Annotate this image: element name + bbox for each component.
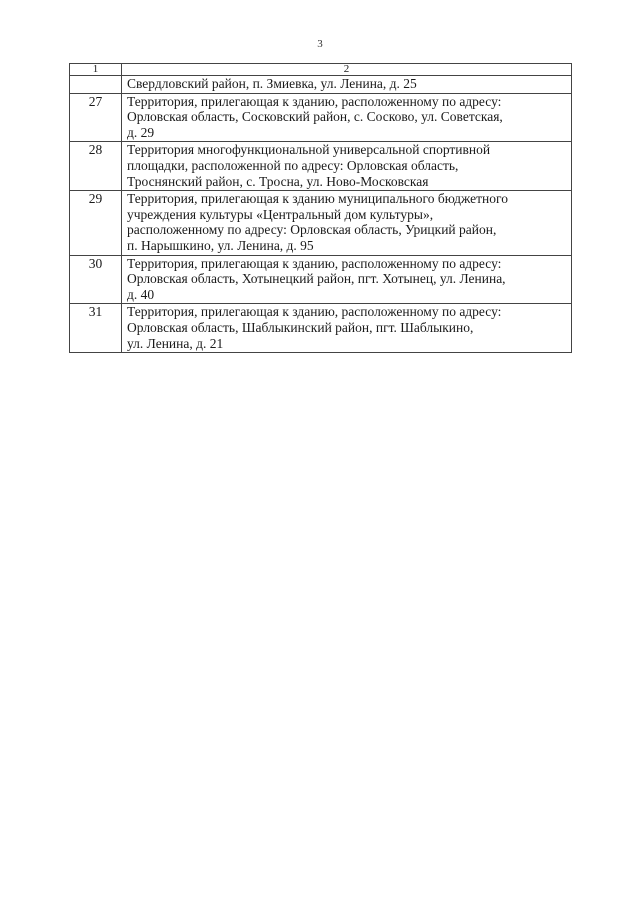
row-address bbox=[122, 93, 572, 142]
table-row bbox=[70, 191, 572, 255]
table-header-row bbox=[70, 64, 572, 76]
address-line: Территория, прилегающая к зданию, расположенному по адресу: bbox=[127, 304, 502, 320]
address-line: д. 29 bbox=[127, 124, 155, 140]
address-line: Орловская область, Сосковский район, с. Сосково, ул. Советская, bbox=[127, 109, 503, 125]
column-address-header: 2 bbox=[122, 64, 572, 76]
row-number: 28 bbox=[70, 142, 122, 191]
territory-table bbox=[69, 63, 572, 353]
address-line: ул. Ленина, д. 21 bbox=[127, 335, 224, 351]
address-line: Территория, прилегающая к зданию, расположенному по адресу: bbox=[127, 93, 502, 109]
table-row bbox=[70, 304, 572, 353]
row-number: 27 bbox=[70, 93, 122, 142]
address-line: расположенному по адресу: Орловская область, Урицкий район, bbox=[127, 222, 497, 238]
address-line: Территория, прилегающая к зданию муниципального бюджетного bbox=[127, 191, 508, 207]
page-number: 3 bbox=[317, 38, 323, 50]
address-line: Троснянский район, с. Тросна, ул. Ново-Московская bbox=[127, 173, 429, 189]
table-row bbox=[70, 76, 572, 94]
row-address bbox=[122, 191, 572, 255]
address-line: учреждения культуры «Центральный дом культуры», bbox=[127, 206, 434, 222]
address-line: Свердловский район, п. Змиевка, ул. Ленина, д. 25 bbox=[127, 76, 417, 91]
address-line: Орловская область, Хотынецкий район, пгт. Хотынец, ул. Ленина, bbox=[127, 271, 506, 287]
table-row bbox=[70, 93, 572, 142]
row-number: 30 bbox=[70, 255, 122, 304]
row-address bbox=[122, 142, 572, 191]
column-number-header: 1 bbox=[70, 64, 122, 76]
row-address bbox=[122, 255, 572, 304]
row-address bbox=[122, 304, 572, 353]
address-line: д. 40 bbox=[127, 286, 155, 302]
address-line: площадки, расположенной по адресу: Орловская область, bbox=[127, 157, 459, 173]
table-row bbox=[70, 255, 572, 304]
row-address bbox=[122, 76, 572, 94]
address-line: Территория, прилегающая к зданию, расположенному по адресу: bbox=[127, 255, 502, 271]
row-number: 29 bbox=[70, 191, 122, 255]
address-line: п. Нарышкино, ул. Ленина, д. 95 bbox=[127, 237, 314, 253]
row-number: 31 bbox=[70, 304, 122, 353]
address-line: Орловская область, Шаблыкинский район, пгт. Шаблыкино, bbox=[127, 319, 474, 335]
address-line: Территория многофункциональной универсальной спортивной bbox=[127, 142, 491, 158]
table-row bbox=[70, 142, 572, 191]
row-number bbox=[70, 76, 122, 94]
